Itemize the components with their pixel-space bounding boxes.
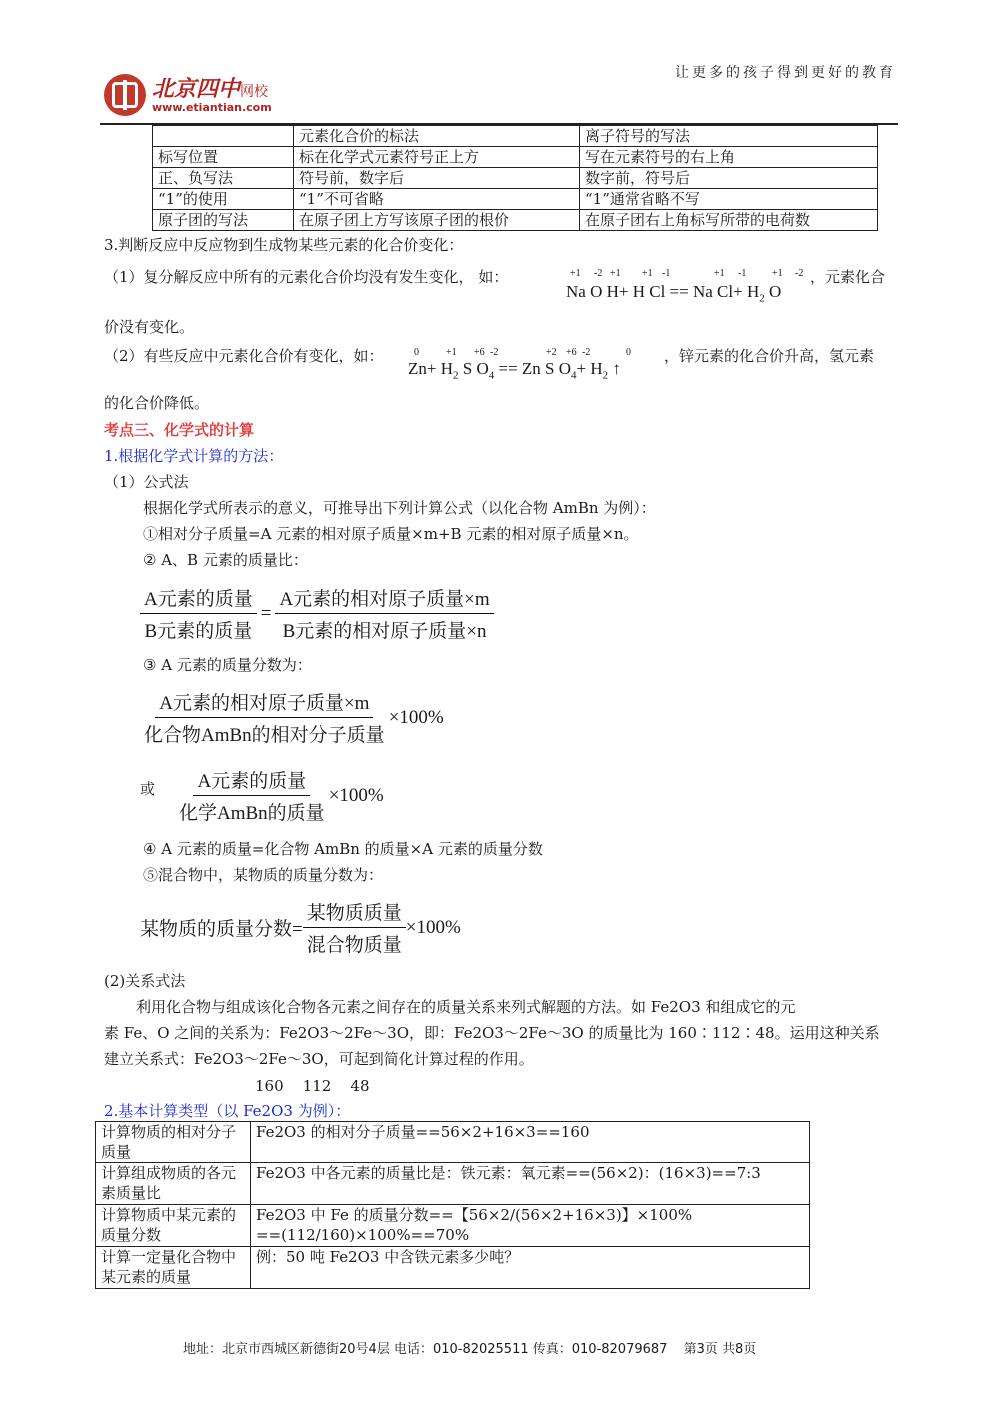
logo-suffix: 网校 (240, 83, 269, 100)
method-formula: （1）公式法 (104, 473, 189, 491)
table-cell: 写在元素符号的右上角 (580, 147, 878, 168)
relation-para-line1: 利用化合物与组成该化合物各元素之间存在的质量关系来列式解题的方法。如 Fe2O3 和组成它的元 (136, 998, 796, 1016)
table-cell: 原子团的写法 (153, 210, 294, 231)
fraction-denominator: 混合物质量 (306, 935, 402, 956)
valence: +6 (474, 347, 485, 358)
table-cell: 数字前，符号后 (580, 168, 878, 189)
valence: +1 (642, 268, 653, 279)
table-cell (153, 126, 294, 147)
table-cell: 计算物质中某元素的质量分数 (96, 1205, 251, 1247)
logo-url: www.etiantian.com (152, 100, 272, 114)
cell-line: ==(112/160)×100%==70% (256, 1226, 470, 1244)
valence: -2 (594, 268, 603, 279)
table-cell: “1”通常省略不写 (580, 189, 878, 210)
table-cell: “1”不可省略 (294, 189, 580, 210)
fraction-denominator: 化合物AmBn的相对分子质量 (144, 725, 385, 746)
formula-item-4: ④ A 元素的质量=化合物 AmBn 的质量×A 元素的质量分数 (143, 840, 543, 858)
footer-address: 地址：北京市西城区新德街20号4层 电话：010-82025511 传真：010-82079687 (183, 1342, 668, 1357)
table-row (96, 1247, 810, 1289)
table-cell (251, 1205, 810, 1247)
valence-vs-ion-table (152, 125, 878, 231)
table-row (96, 1122, 810, 1163)
table-cell: 正、负写法 (153, 168, 294, 189)
valence: -2 (582, 347, 591, 358)
footer (183, 1338, 756, 1357)
table-cell: 在原子团右上角标写所带的电荷数 (580, 210, 878, 231)
para2-prefix: （2）有些反应中元素化合价有变化，如： (104, 347, 384, 365)
fraction-numerator: A元素的相对原子质量×m (155, 688, 373, 718)
mixture-fraction-formula (140, 898, 461, 957)
table-cell: 标在化学式元素符号正上方 (294, 147, 580, 168)
table-row (96, 1163, 810, 1205)
para2-suffix: ，锌元素的化合价升高，氢元素 (664, 347, 875, 365)
table-row (153, 168, 878, 189)
table-cell: 在原子团上方写该原子团的根价 (294, 210, 580, 231)
table-cell: Fe2O3 的相对分子质量==56×2+16×3==160 (251, 1122, 810, 1163)
fraction-numerator: A元素的质量 (193, 766, 310, 796)
section3-title: 3.判断反应中反应物到生成物某些元素的化合价变化： (104, 236, 464, 254)
table-cell: 计算组成物质的各元素质量比 (96, 1163, 251, 1205)
fraction-denominator: B元素的质量 (144, 621, 253, 642)
percent-factor: ×100% (405, 916, 461, 938)
formula-item-3: ③ A 元素的质量分数为： (143, 656, 312, 674)
fraction-denominator: 化学AmBn的质量 (179, 803, 325, 824)
valence: +2 (546, 347, 557, 358)
relation-para-line3: 建立关系式：Fe2O3～2Fe～3O，可起到简化计算过程的作用。 (104, 1050, 534, 1068)
table-cell: Fe2O3 中各元素的质量比是：铁元素：氧元素==(56×2)：(16×3)==7:3 (251, 1163, 810, 1205)
section-title: 考点三、化学式的计算 (104, 421, 255, 439)
table-row (153, 147, 878, 168)
para1-prefix: （1）复分解反应中所有的元素化合价均没有发生变化， 如： (104, 268, 509, 286)
table-row (96, 1205, 810, 1247)
formula-left: 某物质的质量分数= (140, 919, 303, 940)
subsection-title-2: 2.基本计算类型（以 Fe2O3 为例）： (104, 1102, 351, 1120)
valence: +6 (566, 347, 577, 358)
mass-ratio-formula: $\frac{\text{A元素的质量}}{\text{B元素的质量}}$ = $\frac{\text{A元素的相对原子质量×m}}{\text{B元素的相对原子质量×n}}$ (140, 584, 494, 643)
formula-item-1: ①相对分子质量=A 元素的相对原子质量×m+B 元素的相对原子质量×n。 (143, 525, 639, 543)
percent-factor: ×100% (328, 784, 384, 806)
table-cell: 元素化合价的标法 (294, 126, 580, 147)
valence: +1 (714, 268, 725, 279)
subsection-title: 1.根据化学式计算的方法： (104, 447, 284, 465)
mass-fraction-formula (140, 688, 444, 747)
valence: +1 (772, 268, 783, 279)
valence: -1 (662, 268, 671, 279)
fraction-numerator: 某物质质量 (303, 898, 406, 928)
valence: +1 (446, 347, 457, 358)
fraction-numerator: A元素的相对原子质量×m (275, 584, 493, 614)
para1-suffix: ，元素化合 (810, 268, 886, 286)
header-slogan: 让更多的孩子得到更好的教育 (675, 65, 896, 81)
table-row (153, 189, 878, 210)
or-label: 或 (140, 780, 156, 798)
relation-para-line2: 素 Fe、O 之间的关系为：Fe2O3～2Fe～3O，即：Fe2O3～2Fe～3O 的质量比为 160∶112∶48。运用这种关系 (104, 1024, 880, 1042)
cell-line: Fe2O3 中 Fe 的质量分数==【56×2/(56×2+16×3)】×100% (256, 1206, 693, 1224)
valence: -1 (738, 268, 747, 279)
formula-intro: 根据化学式所表示的意义，可推导出下列计算公式（以化合物 AmBn 为例）： (143, 499, 656, 517)
method-relation: (2)关系式法 (104, 972, 186, 990)
para1-continued: 价没有变化。 (104, 318, 195, 336)
valence: -2 (490, 347, 499, 358)
logo-name: 北京四中 (152, 75, 241, 102)
table-row (153, 126, 878, 147)
table-cell: “1”的使用 (153, 189, 294, 210)
valence: 0 (414, 347, 419, 358)
valence: 0 (626, 347, 631, 358)
table-cell: 标写位置 (153, 147, 294, 168)
valence: +1 (610, 268, 621, 279)
equation1: Na O H+ H Cl == Na $Cl+ H_2$ O (566, 282, 782, 305)
fraction-numerator: A元素的质量 (140, 584, 257, 614)
valence: +1 (570, 268, 581, 279)
table-cell: 例：50 吨 Fe2O3 中含铁元素多少吨？ (251, 1247, 810, 1289)
logo-emblem-icon (104, 74, 146, 116)
percent-factor: ×100% (388, 706, 444, 728)
para2-continued: 的化合价降低。 (104, 394, 210, 412)
calc-types-table (95, 1121, 810, 1289)
table-cell: 离子符号的写法 (580, 126, 878, 147)
table-cell: 计算一定量化合物中某元素的质量 (96, 1247, 251, 1289)
relation-numbers: 160 112 48 (255, 1077, 370, 1095)
page-number: 第3页 共8页 (683, 1342, 757, 1357)
table-row (153, 210, 878, 231)
logo (104, 74, 272, 116)
table-cell: 符号前，数字后 (294, 168, 580, 189)
equation1-valences (566, 268, 816, 282)
table-cell: 计算物质的相对分子质量 (96, 1122, 251, 1163)
valence: -2 (795, 268, 804, 279)
fraction-denominator: B元素的相对原子质量×n (282, 621, 487, 642)
formula-item-2: ② A、B 元素的质量比： (143, 551, 308, 569)
equation2: $Zn+ H_2$ S $O_4 == Zn$ S $O_4+ H_2$ ↑ (408, 359, 621, 382)
formula-item-5: ⑤混合物中，某物质的质量分数为： (143, 866, 384, 884)
mass-fraction-formula-alt (175, 766, 384, 825)
